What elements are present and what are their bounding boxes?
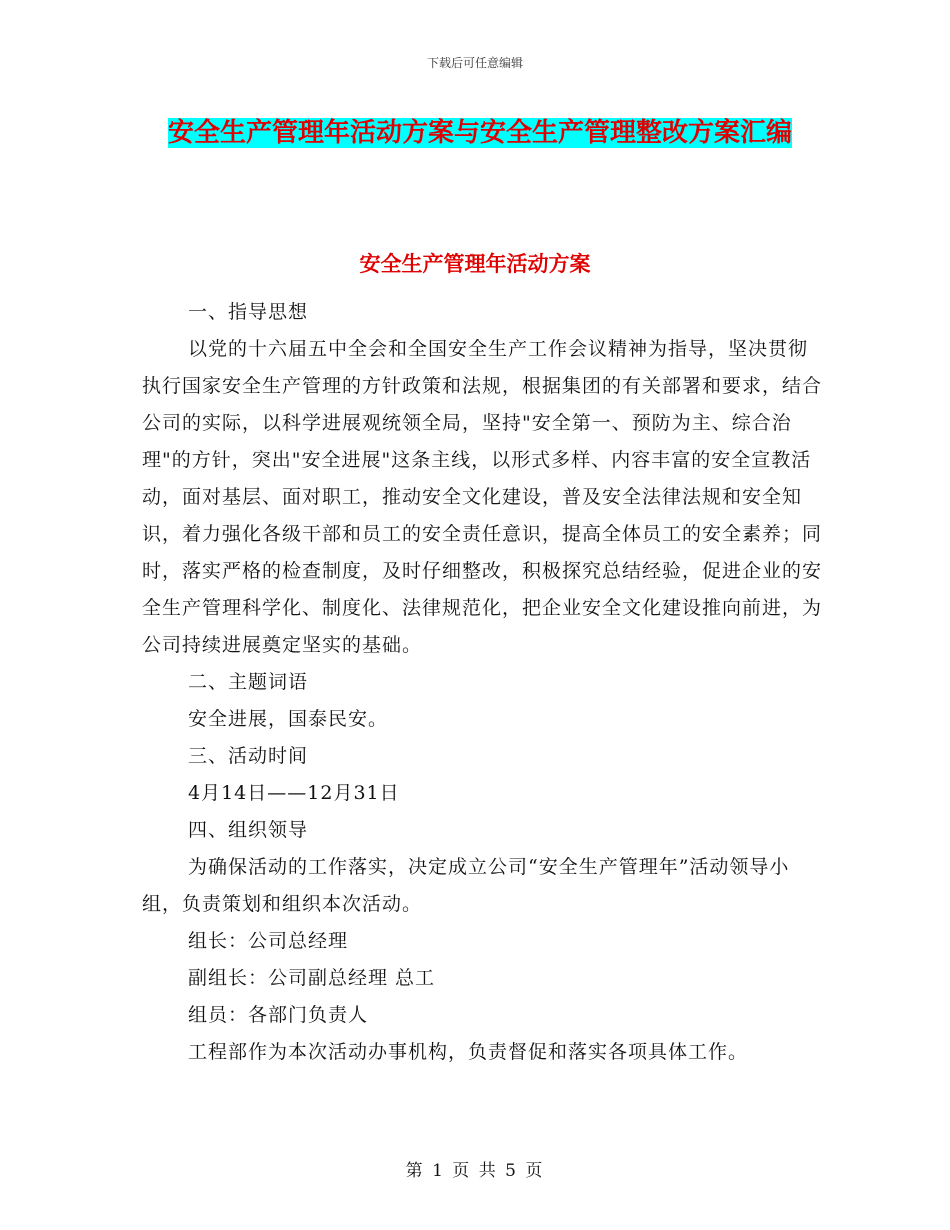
- page-footer: 第 1 页 共 5 页: [405, 1161, 545, 1181]
- heading-organization: 四、组织领导: [188, 819, 309, 841]
- document-body: [142, 294, 822, 1071]
- line-deputy-leader: 副组长：公司副总经理 总工: [188, 967, 436, 989]
- heading-theme: 二、主题词语: [188, 671, 309, 693]
- paragraph-theme: 安全进展，国泰民安。: [188, 708, 389, 730]
- line-group-leader: 组长：公司总经理: [188, 930, 349, 952]
- paragraph-organization: 为确保活动的工作落实，决定成立公司“安全生产管理年”活动领导小组，负责策划和组织本次活动。: [142, 856, 790, 915]
- paragraph-activity-time: 4月14日——12月31日: [188, 782, 400, 804]
- paragraph-guiding-ideology: 以党的十六届五中全会和全国安全生产工作会议精神为指导，坚决贯彻执行国家安全生产管理的方针政策和法规，根据集团的有关部署和要求，结合公司的实际，以科学进展观统领全局，坚持"安全第一、预防为主、综合治理"的方针，突出"安全进展"这条主线，以形式多样、内容丰富的安全宣教活动，面对基层、面对职工，推动安全文化建设，普及安全法律法规和安全知识，着力强化各级干部和员工的安全责任意识，提高全体员工的安全素养；同时，落实严格的检查制度，及时仔细整改，积极探究总结经验，促进企业的安全生产管理科学化、制度化、法律规范化，把企业安全文化建设推向前进，为公司持续进展奠定坚实的基础。: [142, 338, 823, 656]
- heading-activity-time: 三、活动时间: [188, 745, 309, 767]
- heading-guiding-ideology: 一、指导思想: [188, 301, 309, 323]
- header-note: 下载后可任意编辑: [426, 56, 523, 70]
- document-title: [140, 110, 820, 156]
- line-members: 组员：各部门负责人: [188, 1004, 369, 1026]
- section-title: 安全生产管理年活动方案: [359, 252, 591, 276]
- document-title-text: 安全生产管理年活动方案与安全生产管理整改方案汇编: [167, 118, 792, 148]
- line-office: 工程部作为本次活动办事机构，负责督促和落实各项具体工作。: [188, 1041, 749, 1063]
